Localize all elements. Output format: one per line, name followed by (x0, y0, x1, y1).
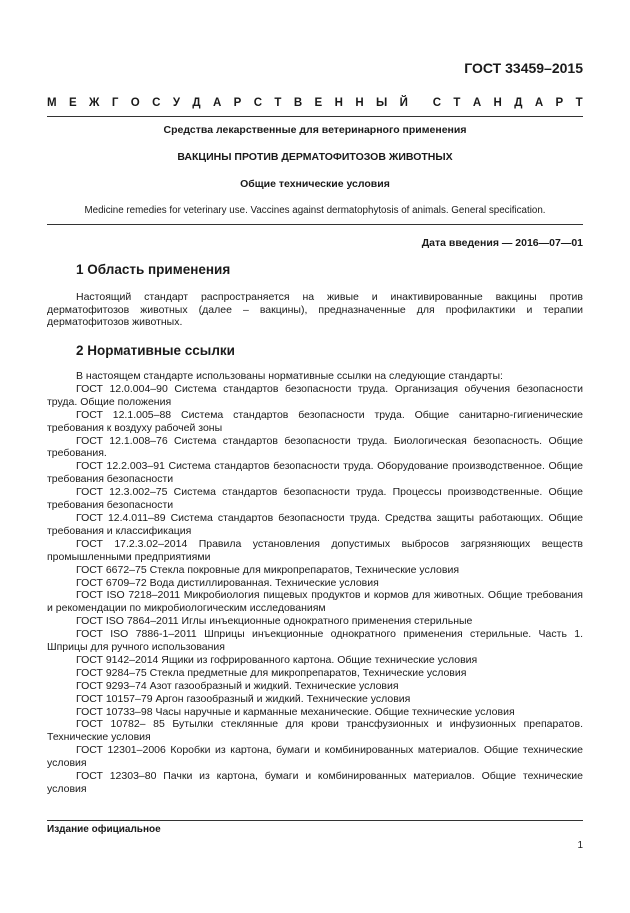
reference-item: ГОСТ ISO 7218–2011 Микробиология пищевых продуктов и кормов для животных. Общие требования и рекомендации по микробиологическим исследованиям (47, 589, 583, 615)
page-number: 1 (577, 840, 583, 851)
reference-item: ГОСТ 10782– 85 Бутылки стеклянные для крови трансфузионных и инфузионных препаратов. Технические условия (47, 718, 583, 744)
reference-item: ГОСТ 6709–72 Вода дистиллированная. Технические условия (76, 576, 379, 589)
reference-item: ГОСТ 9293–74 Азот газообразный и жидкий. Технические условия (76, 679, 399, 692)
banner-letter: Г (111, 97, 119, 109)
reference-item: ГОСТ ISO 7864–2011 Иглы инъекционные однократного применения стерильные (76, 615, 473, 628)
footer-divider (47, 820, 583, 821)
banner-letter: Й (399, 97, 408, 109)
banner-letter: В (293, 97, 303, 109)
section-heading-references: 2 Нормативные ссылки (76, 343, 235, 358)
reference-item: ГОСТ 12.3.002–75 Система стандартов безопасности труда. Процессы производственные. Общие требования безопасности (47, 486, 583, 512)
reference-item: ГОСТ 12.1.008–76 Система стандартов безопасности труда. Биологическая безопасность. Общие требования. (47, 434, 583, 460)
banner-letter: А (212, 97, 222, 109)
banner-letter: С (253, 97, 263, 109)
reference-item: ГОСТ 10733–98 Часы наручные и карманные механические. Общие технические условия (76, 705, 515, 718)
banner-letter: У (172, 97, 180, 109)
banner-letter: С (432, 97, 442, 109)
banner-letter: О (130, 97, 140, 109)
banner-letter: А (534, 97, 544, 109)
reference-item: ГОСТ 12.2.003–91 Система стандартов безопасности труда. Оборудование производственное. Общие требования безопасности (47, 460, 583, 486)
reference-item: ГОСТ 6672–75 Стекла покровные для микропрепаратов, Технические условия (76, 563, 460, 576)
main-title: ВАКЦИНЫ ПРОТИВ ДЕРМАТОФИТОЗОВ ЖИВОТНЫХ (177, 151, 453, 163)
banner-letter: Ы (376, 97, 388, 109)
divider (47, 116, 583, 117)
reference-item: ГОСТ 12.0.004–90 Система стандартов безопасности труда. Организация обучения безопасности труда. Общие положения (47, 382, 583, 408)
banner-letter: Д (192, 97, 201, 109)
banner-letter: Т (274, 97, 282, 109)
banner-letter: Р (233, 97, 242, 109)
edition-label: Издание официальное (47, 824, 161, 835)
reference-item: ГОСТ 9142–2014 Ящики из гофрированного картона. Общие технические условия (76, 653, 478, 666)
banner-letter: Д (514, 97, 523, 109)
banner-letter: Ж (89, 97, 100, 109)
banner-letter: Р (555, 97, 564, 109)
banner-letter: А (472, 97, 482, 109)
standard-code: ГОСТ 33459–2015 (464, 60, 583, 76)
reference-item: ГОСТ 17.2.3.02–2014 Правила установления допустимых выбросов загрязняющих веществ промышленными предприятиями (47, 537, 583, 563)
reference-item: В настоящем стандарте использованы нормативные ссылки на следующие стандарты: (76, 370, 503, 382)
banner-letter: М (47, 97, 57, 109)
banner-letter: Н (334, 97, 343, 109)
banner-letter: Е (68, 97, 77, 109)
scope-paragraph: Настоящий стандарт распространяется на живые и инактивированные вакцины против дерматофитозов животных (далее – вакцины), предназначенные для профилактики и терапии дерматофитозов животных. (47, 291, 583, 328)
reference-item: ГОСТ 9284–75 Стекла предметные для микропрепаратов, Технические условия (76, 666, 467, 679)
banner-letter: Н (355, 97, 364, 109)
interstate-standard-banner (47, 97, 583, 109)
reference-item: ГОСТ 12301–2006 Коробки из картона, бумаги и комбинированных материалов. Общие технические условия (47, 744, 583, 770)
category-title: Средства лекарственные для ветеринарного применения (163, 124, 467, 136)
banner-letter: Т (575, 97, 583, 109)
banner-letter: С (152, 97, 161, 109)
introduction-date: Дата введения — 2016—07—01 (421, 237, 583, 249)
reference-item: ГОСТ 12.1.005–88 Система стандартов безопасности труда. Общие санитарно-гигиенические требования к воздуху рабочей зоны (47, 408, 583, 434)
banner-letter: Н (493, 97, 502, 109)
reference-item: ГОСТ 12.4.011–89 Система стандартов безопасности труда. Средства защиты работающих. Общие требования и классификация (47, 511, 583, 537)
english-title: Medicine remedies for veterinary use. Vaccines against dermatophytosis of animals. General specification. (84, 205, 546, 216)
banner-letter: Е (314, 97, 323, 109)
reference-item: ГОСТ ISO 7886-1–2011 Шприцы инъекционные однократного применения стерильные. Часть 1. Шприцы для ручного использования (47, 628, 583, 654)
references-list (47, 370, 583, 796)
reference-item: ГОСТ 10157–79 Аргон газообразный и жидкий. Технические условия (76, 692, 411, 705)
divider (47, 224, 583, 225)
subtitle: Общие технические условия (240, 178, 390, 190)
banner-letter: Т (453, 97, 461, 109)
reference-item: ГОСТ 12303–80 Пачки из картона, бумаги и комбинированных материалов. Общие технические условия (47, 770, 583, 795)
section-heading-scope: 1 Область применения (76, 262, 231, 277)
